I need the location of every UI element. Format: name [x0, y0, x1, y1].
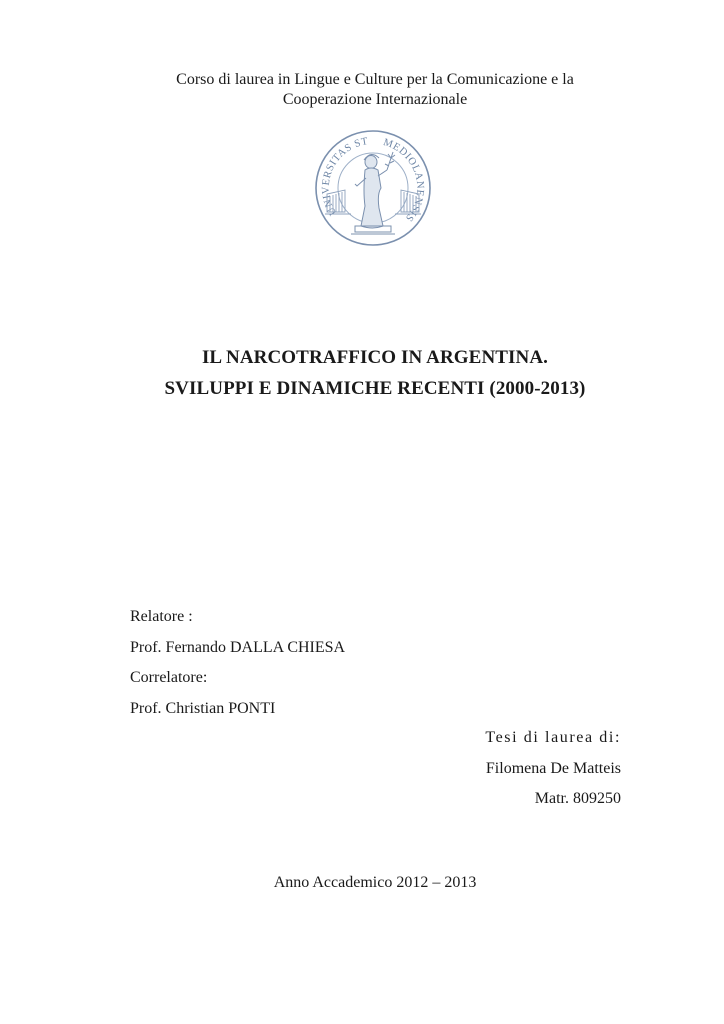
seal-text-left: UNIVERSITAS ST [320, 136, 370, 218]
correlatore-label: Correlatore: [130, 669, 208, 687]
seal-text-right: MEDIOLANENSIS [381, 137, 426, 224]
university-seal [311, 128, 435, 248]
correlatore-name: Prof. Christian PONTI [130, 699, 276, 717]
author-block [485, 723, 621, 815]
author-name: Filomena De Matteis [485, 759, 621, 777]
university-seal-icon [311, 128, 435, 248]
relatore-label: Relatore : [130, 608, 193, 625]
title-line-2: SVILUPPI E DINAMICHE RECENTI (2000-2013) [164, 378, 586, 399]
supervisors-block [130, 602, 345, 724]
thesis-title [0, 342, 724, 404]
academic-year: Anno Accademico 2012 – 2013 [273, 874, 477, 891]
author-matricola: Matr. 809250 [534, 790, 621, 808]
course-line-2: Cooperazione Internazionale [282, 91, 468, 108]
course-heading [0, 70, 724, 110]
title-line-1: IL NARCOTRAFFICO IN ARGENTINA. [201, 347, 549, 368]
relatore-name: Prof. Fernando DALLA CHIESA [130, 638, 346, 656]
author-label: Tesi di laurea di: [485, 729, 621, 746]
course-line-1: Corso di laurea in Lingue e Culture per la Comunicazione e la [176, 71, 574, 88]
